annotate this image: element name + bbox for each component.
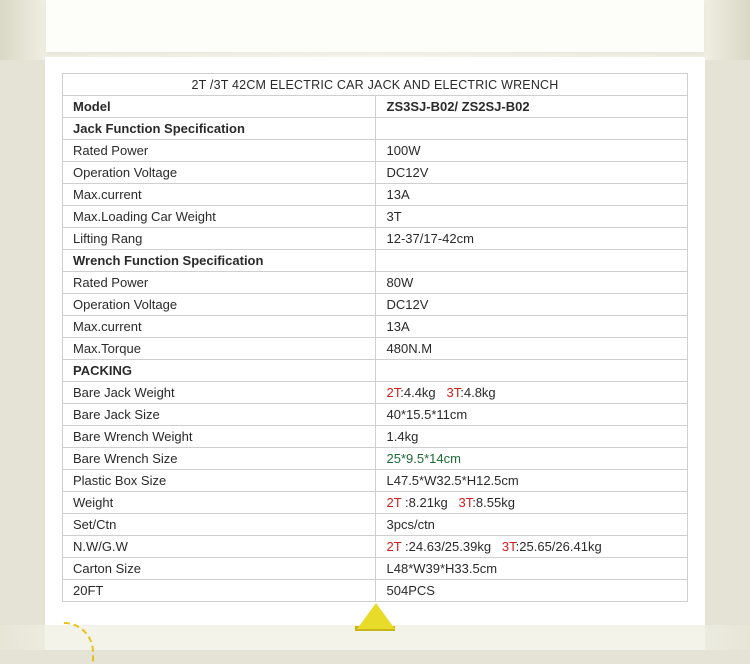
table-row [63, 316, 688, 338]
row-label: Bare Wrench Weight [63, 426, 376, 448]
row-value [375, 250, 688, 272]
table-row [63, 448, 688, 470]
row-value: DC12V [375, 162, 688, 184]
section-header: Wrench Function Specification [63, 250, 376, 272]
value-2t: :4.4kg [400, 385, 436, 400]
row-label: Bare Wrench Size [63, 448, 376, 470]
table-row [63, 272, 688, 294]
row-label: Lifting Rang [63, 228, 376, 250]
table-row [63, 338, 688, 360]
row-label: Max.Loading Car Weight [63, 206, 376, 228]
tag-2t: 2T [386, 495, 402, 510]
row-label: Rated Power [63, 140, 376, 162]
tag-3t: 3T [501, 539, 516, 554]
row-label: Rated Power [63, 272, 376, 294]
spec-table [62, 73, 688, 602]
table-row [63, 492, 688, 514]
row-label: Operation Voltage [63, 162, 376, 184]
row-value: 504PCS [375, 580, 688, 602]
tag-3t: 3T [446, 385, 461, 400]
table-row [63, 96, 688, 118]
row-label: Model [63, 96, 376, 118]
table-row [63, 404, 688, 426]
row-value: L48*W39*H33.5cm [375, 558, 688, 580]
row-value: 25*9.5*14cm [375, 448, 688, 470]
row-label: Max.Torque [63, 338, 376, 360]
row-value: 3pcs/ctn [375, 514, 688, 536]
table-row [63, 162, 688, 184]
row-label: Operation Voltage [63, 294, 376, 316]
row-value: 480N.M [375, 338, 688, 360]
row-label: Set/Ctn [63, 514, 376, 536]
table-row [63, 140, 688, 162]
table-row [63, 558, 688, 580]
section-header: PACKING [63, 360, 376, 382]
section-header-row [63, 250, 688, 272]
tag-3t: 3T [458, 495, 473, 510]
row-value: ZS3SJ-B02/ ZS2SJ-B02 [375, 96, 688, 118]
table-title-row [63, 74, 688, 96]
row-value-split [375, 492, 688, 514]
yellow-triangle-icon [357, 603, 395, 629]
row-label: N.W/G.W [63, 536, 376, 558]
row-label: Bare Jack Size [63, 404, 376, 426]
row-value [375, 118, 688, 140]
table-row [63, 184, 688, 206]
row-value-split [375, 536, 688, 558]
section-header-row [63, 118, 688, 140]
value-2t: :8.21kg [401, 495, 448, 510]
row-value: L47.5*W32.5*H12.5cm [375, 470, 688, 492]
section-header: Jack Function Specification [63, 118, 376, 140]
value-3t: :25.65/26.41kg [515, 539, 602, 554]
table-row [63, 206, 688, 228]
value-3t: :4.8kg [460, 385, 496, 400]
row-value: 1.4kg [375, 426, 688, 448]
row-label: Max.current [63, 316, 376, 338]
value-3t: :8.55kg [472, 495, 515, 510]
table-row [63, 426, 688, 448]
table-title: 2T /3T 42CM ELECTRIC CAR JACK AND ELECTRIC WRENCH [63, 74, 688, 96]
row-value: DC12V [375, 294, 688, 316]
table-row [63, 514, 688, 536]
row-value: 13A [375, 316, 688, 338]
row-value: 12-37/17-42cm [375, 228, 688, 250]
table-row [63, 536, 688, 558]
row-value: 80W [375, 272, 688, 294]
table-row [63, 580, 688, 602]
table-row [63, 382, 688, 404]
table-row [63, 294, 688, 316]
row-label: Plastic Box Size [63, 470, 376, 492]
row-value: 13A [375, 184, 688, 206]
row-label: Max.current [63, 184, 376, 206]
row-value [375, 360, 688, 382]
row-label: Bare Jack Weight [63, 382, 376, 404]
value-2t: :24.63/25.39kg [401, 539, 492, 554]
section-header-row [63, 360, 688, 382]
row-value: 3T [375, 206, 688, 228]
row-label: 20FT [63, 580, 376, 602]
previous-section-card [46, 0, 704, 52]
row-label: Carton Size [63, 558, 376, 580]
row-value: 40*15.5*11cm [375, 404, 688, 426]
table-row [63, 228, 688, 250]
row-label: Weight [63, 492, 376, 514]
row-value-split [375, 382, 688, 404]
table-row [63, 470, 688, 492]
tag-2t: 2T [386, 385, 401, 400]
row-value: 100W [375, 140, 688, 162]
tag-2t: 2T [386, 539, 402, 554]
